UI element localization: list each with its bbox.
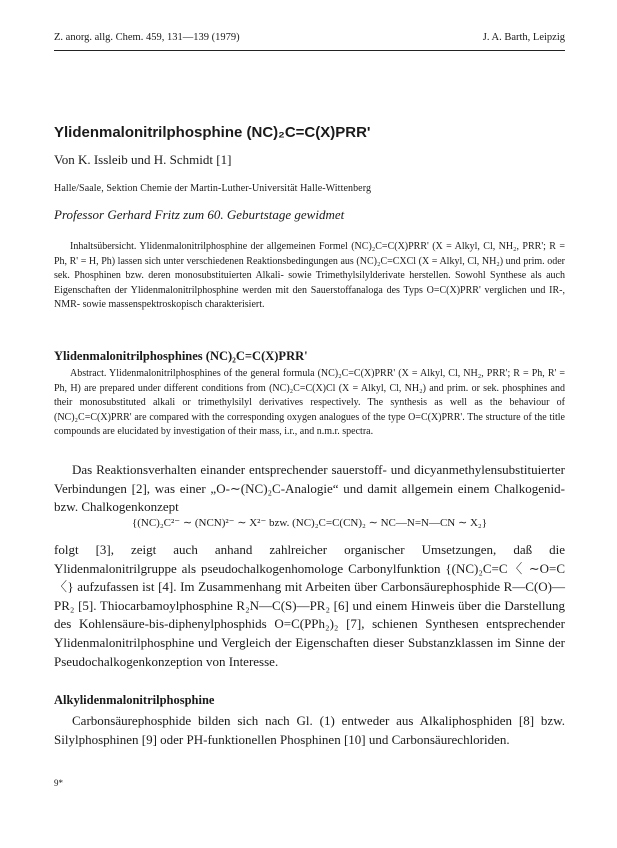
page-signature: 9* [54,778,63,788]
chalkogen-formula: {(NC)₂C²⁻ ∼ (NCN)²⁻ ∼ X²⁻ bzw. (NC)₂C=C(CN)₂ ∼ NC—N=N—CN ∼ X₂} [131,517,488,529]
body-paragraph-3: Carbonsäurephosphide bilden sich nach Gl. (1) entweder aus Alkaliphosphiden [8] bzw. Silylphosphinen [9] oder PH-funktionellen Phosphinen [10] und Carbonsäurechloriden. [54,713,565,747]
abstract: Abstract. Ylidenmalonitrilphosphines of the general formula (NC)₂C=C(X)PRR' (X = Alkyl, Cl, NH₂, PRR'; R = Ph, R' = Ph, H) are prepared under different conditions from (NC)₂C=C(X)Cl (X = Alkyl, Cl, NH₂) and prim. or sek. phosphines and their monosubstituted alkali or trimethylsilyl derivatives respectively. The synthesis as well as the behaviour of (NC)₂C=C(X)PRR' are compared with the corresponding oxygen analogues of the type O=C(X)PRR'. The structure of the title compounds are elucidated by investigation of their mass, i.r., and n.m.r. spectra. [54,368,565,437]
body-paragraph-1: Das Reaktionsverhalten einander entsprechender sauerstoff- und dicyanmethylensubstituierter Verbindungen [2], was einer „O-∼(NC)₂C-Analogie“ und damit allgemein einem Chalkogenid- bzw. Chalkogenkonzept [54,462,565,515]
journal-citation: Z. anorg. allg. Chem. 459, 131—139 (1979) [54,32,240,43]
english-title: Ylidenmalonitrilphosphines (NC)₂C=C(X)PRR' [54,349,308,363]
publisher: J. A. Barth, Leipzig [482,32,565,43]
inhaltsuebersicht: Inhaltsübersicht. Ylidenmalonitrilphosphine der allgemeinen Formel (NC)₂C=C(X)PRR' (X = Alkyl, Cl, NH₂, PRR'; R = Ph, R' = H, Ph) lassen sich unter verschiedenen Reaktionsbedingungen aus (NC)₂C=CXCl (X = Alkyl, Cl, NH₂) und prim. oder sek. Phosphinen bzw. deren monosubstituierten Alkali- sowie Trimethylsilylderivate herstellen. Sowohl Synthese als auch Eigenschaften der Ylidenmalonitrilphosphine werden mit den Sauerstoffanaloga des Typs O=C(X)PRR' verglichen und IR-, NMR- sowie massenspektroskopisch charakterisiert. [54,241,565,310]
authors: Von K. Issleib und H. Schmidt [1] [54,152,232,167]
header-rule [54,50,565,51]
body-paragraph-2: folgt [3], zeigt auch anhand zahlreicher organischer Umsetzungen, daß die Ylidenmalonitrilgruppe als pseudochalkogenhomologe Carbonylfunktion {(NC)₂C=C〈 ∼O=C〈} aufzufassen ist [4]. Im Zusammenhang mit Arbeiten über Carbonsäurephosphide R—C(O)—PR₂ [5]. Thiocarbamoylphosphine R₂N—C(S)—PR₂ [6] und einem Hinweis über die Darstellung des Kohlensäure-bis-diphenylphosphids O=C(PPh₂)₂ [7], schienen Synthesen entsprechender Ylidenmalonitrilphosphine und Vergleich der Eigenschaften dieser Substanzklassen im Sinne der Pseudochalkogenkonzeption von Interesse. [54,542,565,669]
running-header [54,32,565,43]
section-heading: Alkylidenmalonitrilphosphine [54,693,215,707]
dedication: Professor Gerhard Fritz zum 60. Geburtstage gewidmet [54,207,345,222]
article-title: Ylidenmalonitrilphosphine (NC)₂C=C(X)PRR' [54,124,371,141]
affiliation: Halle/Saale, Sektion Chemie der Martin-Luther-Universität Halle-Wittenberg [54,183,372,194]
